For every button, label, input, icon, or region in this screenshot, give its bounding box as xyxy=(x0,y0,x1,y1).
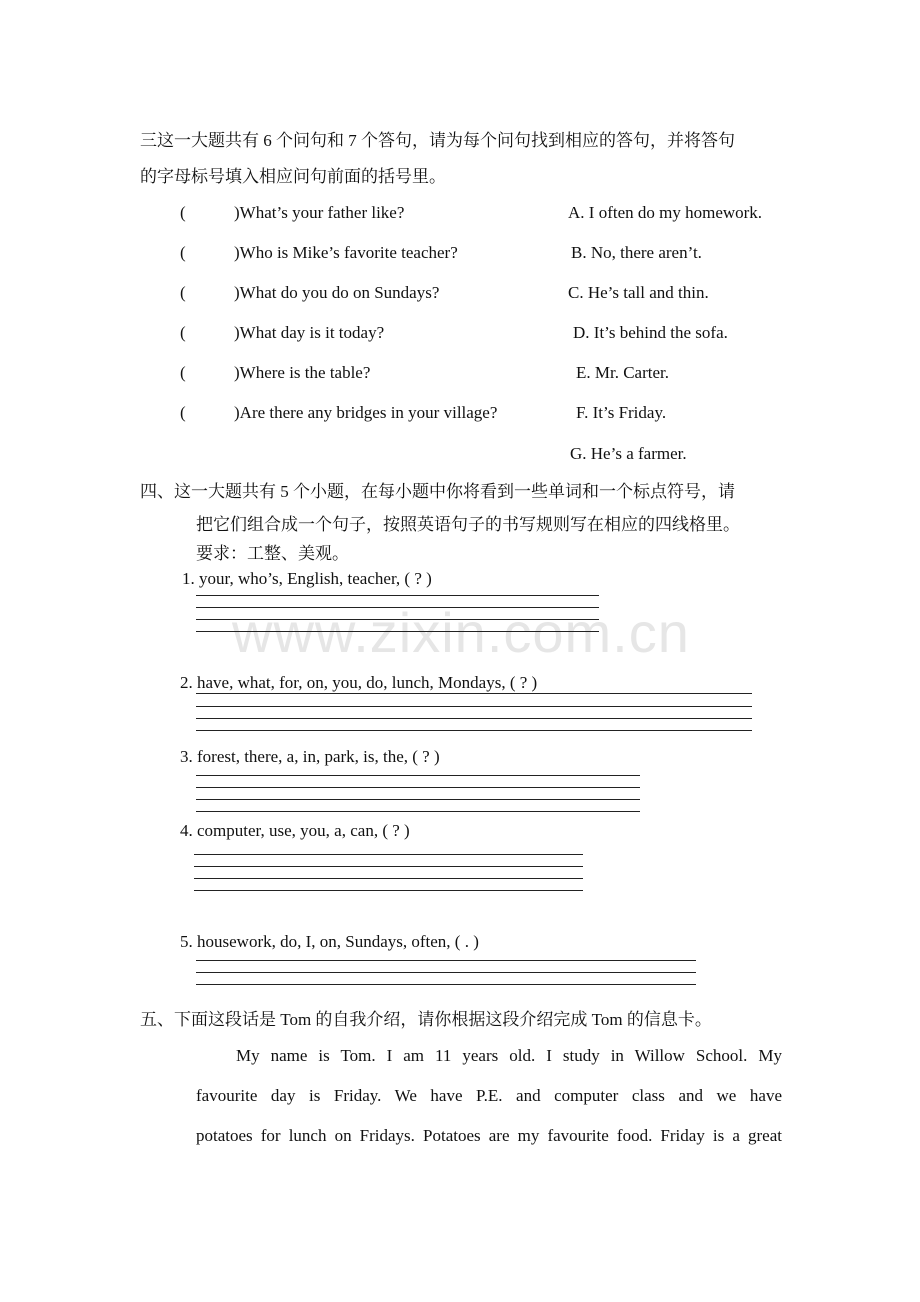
answer-bracket[interactable]: ( xyxy=(180,283,186,302)
answer-bracket[interactable]: ( xyxy=(180,403,186,422)
answer-option: C. He’s tall and thin. xyxy=(568,283,709,302)
answer-option: B. No, there aren’t. xyxy=(571,243,702,262)
answer-option: A. I often do my homework. xyxy=(568,203,763,222)
word-item: 1. your, who’s, English, teacher, ( ? ) xyxy=(182,569,432,588)
answer-option: F. It’s Friday. xyxy=(576,403,667,422)
question-text: )What do you do on Sundays? xyxy=(234,283,440,302)
section4-intro-line3: 要求：工整、美观。 xyxy=(196,544,349,563)
question-text: )Are there any bridges in your village? xyxy=(234,403,498,422)
word-item: 5. housework, do, I, on, Sundays, often, ( . ) xyxy=(180,932,479,951)
passage-line: potatoes for lunch on Fridays. Potatoes are my favourite food. Friday is a great xyxy=(196,1126,782,1145)
answer-bracket[interactable]: ( xyxy=(180,203,186,222)
answer-option: E. Mr. Carter. xyxy=(576,363,670,382)
passage-line: My name is Tom. I am 11 years old. I study in Willow School. My xyxy=(236,1046,782,1065)
passage-line: favourite day is Friday. We have P.E. and computer class and we have xyxy=(196,1086,782,1105)
word-item: 3. forest, there, a, in, park, is, the, ( ? ) xyxy=(180,747,440,766)
question-text: )What’s your father like? xyxy=(234,203,405,222)
answer-option: G. He’s a farmer. xyxy=(570,444,687,463)
section3-intro-line1: 三这一大题共有 6 个问句和 7 个答句，请为每个问句找到相应的答句，并将答句 xyxy=(140,131,735,150)
section4-intro-line2: 把它们组合成一个句子，按照英语句子的书写规则写在相应的四线格里。 xyxy=(196,515,740,534)
question-text: )Who is Mike’s favorite teacher? xyxy=(234,243,458,262)
watermark: www.zixin.com.cn xyxy=(232,601,690,664)
word-item: 2. have, what, for, on, you, do, lunch, Mondays, ( ? ) xyxy=(180,673,538,692)
section5-intro: 五、下面这段话是 Tom 的自我介绍，请你根据这段介绍完成 Tom 的信息卡。 xyxy=(140,1010,712,1029)
answer-option: D. It’s behind the sofa. xyxy=(573,323,728,342)
question-text: )What day is it today? xyxy=(234,323,385,342)
section4-intro-line1: 四、这一大题共有 5 个小题，在每小题中你将看到一些单词和一个标点符号，请 xyxy=(140,482,735,501)
answer-bracket[interactable]: ( xyxy=(180,363,186,382)
question-text: )Where is the table? xyxy=(234,363,371,382)
answer-bracket[interactable]: ( xyxy=(180,243,186,262)
answer-bracket[interactable]: ( xyxy=(180,323,186,342)
section3-intro-line2: 的字母标号填入相应问句前面的括号里。 xyxy=(140,167,446,186)
word-item: 4. computer, use, you, a, can, ( ? ) xyxy=(180,821,410,840)
